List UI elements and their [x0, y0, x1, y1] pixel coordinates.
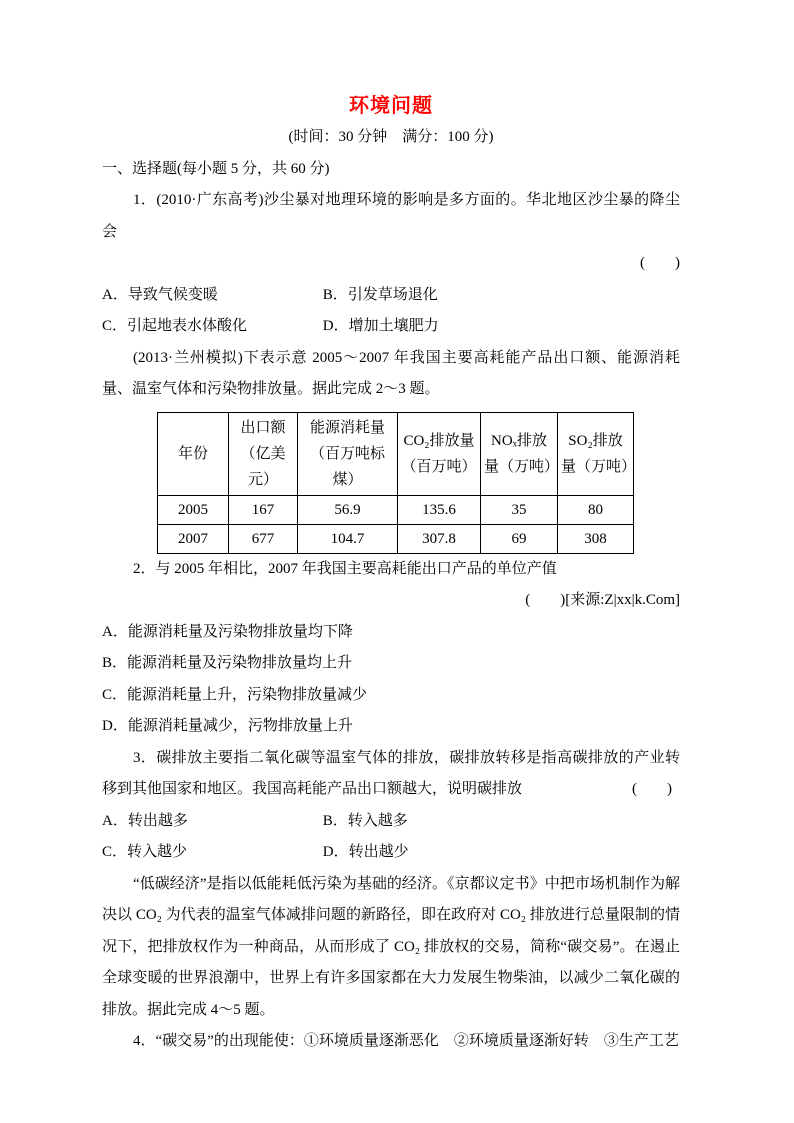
question-1-stem: 1．(2010·广东高考)沙尘暴对地理环境的影响是多方面的。华北地区沙尘暴的降尘会: [102, 192, 680, 240]
section-heading: 一、选择题(每小题 5 分，共 60 分): [102, 160, 330, 177]
table-header-nox-emission: NOₓ排放量（万吨）: [481, 412, 558, 495]
question-3-option-c: C．转入越少: [102, 844, 188, 860]
question-3-options-row-2: [102, 837, 680, 869]
table-intro-paragraph: (2013·兰州模拟)下表示意 2005～2007 年我国主要高耗能产品出口额、能源消耗量、温室气体和污染物排放量。据此完成 2～3 题。: [102, 349, 680, 397]
table-row-2007: [158, 524, 634, 553]
question-3-option-d: D．转出越少: [322, 844, 409, 860]
table-header-so2-emission: SO₂排放量（万吨）: [558, 412, 634, 495]
table-header-export-value: 出口额（亿美元）: [229, 412, 298, 495]
table-header-row: [158, 412, 634, 495]
question-2-answer-bracket-source: ( )[来源:Z|xx|k.Com]: [525, 592, 680, 608]
cell-so2-emission: 308: [558, 524, 634, 553]
question-3-options-row-1: [102, 806, 680, 838]
page-title: 环境问题: [349, 93, 433, 117]
cell-export-value: 167: [229, 495, 298, 524]
cell-export-value: 677: [229, 524, 298, 553]
cell-nox-emission: 35: [481, 495, 558, 524]
question-1-option-d: D．增加土壤肥力: [322, 318, 439, 334]
table-header-co2-emission: CO₂排放量（百万吨）: [398, 412, 481, 495]
question-1-option-a: A．导致气候变暖: [102, 286, 218, 303]
question-3-option-a: A．转出越多: [102, 812, 188, 829]
cell-nox-emission: 69: [481, 524, 558, 553]
question-3-option-b: B．转入越多: [322, 812, 408, 829]
question-3-stem-text: 3．碳排放主要指二氧化碳等温室气体的排放，碳排放转移是指高碳排放的产业转移到其他国家和地区。我国高耗能产品出口额越大，说明碳排放: [102, 749, 680, 797]
table-row-2005: [158, 495, 634, 524]
cell-energy-consumption: 104.7: [298, 524, 398, 553]
question-3-answer-bracket: ( ): [632, 781, 672, 797]
low-carbon-economy-passage: “低碳经济”是指以低能耗低污染为基础的经济。《京都议定书》中把市场机制作为解决以 CO₂ 为代表的温室气体减排问题的新路径，即在政府对 CO₂ 排放进行总量限制的情况下，把排放权作为一种商品，从而形成了 CO₂ 排放权的交易，简称“碳交易”。在遏止全球变暖的世界浪潮中，世界上有许多国家都在大力发展生物柴油，以减少二氧化碳的排放。据此完成 4～5 题。: [102, 875, 680, 1018]
question-3-stem: [102, 743, 680, 806]
question-1-option-b: B．引发草场退化: [322, 286, 438, 303]
question-4-stem: 4．“碳交易”的出现能使：①环境质量逐渐恶化 ②环境质量逐渐好转 ③生产工艺: [133, 1033, 679, 1049]
cell-co2-emission: 307.8: [398, 524, 481, 553]
question-1-options-row-2: [102, 311, 680, 343]
cell-so2-emission: 80: [558, 495, 634, 524]
document-content: [102, 88, 680, 1058]
question-2-option-a: A．能源消耗量及污染物排放量均下降: [102, 623, 353, 640]
cell-year: 2005: [158, 495, 229, 524]
cell-energy-consumption: 56.9: [298, 495, 398, 524]
exam-time-score-line: (时间：30 分钟 满分：100 分): [288, 129, 494, 145]
question-2-option-d: D．能源消耗量减少，污物排放量上升: [102, 718, 353, 734]
question-2-option-b: B．能源消耗量及污染物排放量均上升: [102, 655, 353, 671]
emissions-data-table: [157, 412, 637, 554]
question-1-option-c: C．引起地表水体酸化: [102, 318, 248, 334]
cell-co2-emission: 135.6: [398, 495, 481, 524]
cell-year: 2007: [158, 524, 229, 553]
question-2-option-c: C．能源消耗量上升，污染物排放量减少: [102, 686, 368, 703]
table-header-year: 年份: [158, 412, 229, 495]
question-2-stem: 2．与 2005 年相比，2007 年我国主要高耗能出口产品的单位产值: [133, 560, 557, 577]
question-1-options-row-1: [102, 280, 680, 312]
table-header-energy-consumption: 能源消耗量（百万吨标煤）: [298, 412, 398, 495]
question-1-answer-bracket: ( ): [640, 255, 680, 271]
